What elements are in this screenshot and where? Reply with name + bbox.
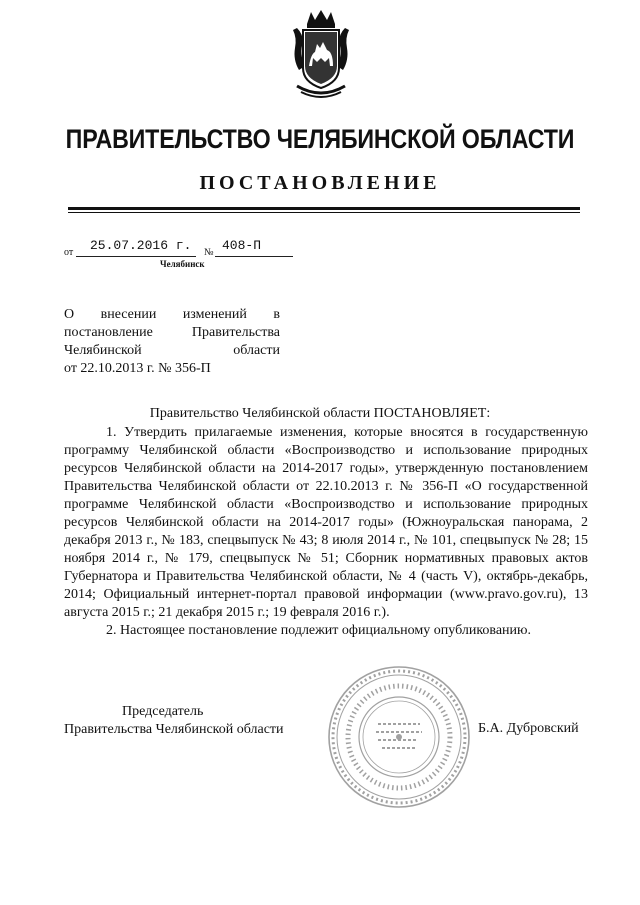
subject-line: постановление Правительства: [64, 325, 280, 340]
city: Челябинск: [160, 259, 205, 269]
preamble: Правительство Челябинской области ПОСТАНОВЛЯЕТ:: [149, 406, 491, 421]
resolution-item-2: 2. Настоящее постановление подлежит официальному опубликованию.: [106, 623, 531, 638]
date-underline: [76, 256, 196, 257]
document-type: ПОСТАНОВЛЕНИЕ: [199, 172, 441, 194]
header-divider: [68, 207, 580, 210]
resolution-body: [64, 424, 588, 640]
header-divider-thin: [68, 212, 580, 213]
document-subject: [64, 306, 280, 378]
signatory-position: Председатель Правительства Челябинской области: [64, 704, 284, 737]
subject-line: О внесении изменений в: [64, 307, 280, 322]
resolution-item-1: 1. Утвердить прилагаемые изменения, которые вносятся в государственную программу Челябинской области «Воспроизводство и использование природных ресурсов Челябинской области на 2014-2017 годы», утвержденную постановлением Правительства Челябинской области от 22.10.2013 г. № 356-П «О государственной программе Челябинской области «Воспроизводство и использование природных ресурсов Челябинской области на 2014-2017 годы» (Южноуральская панорама, 2 декабря 2013 г., № 183, спецвыпуск № 43; 8 июля 2014 г., № 101, спецвыпуск № 28; 15 ноября 2014 г., № 179, спецвыпуск № 51; Сборник нормативных правовых актов Губернатора и Правительства Челябинской области, № 4 (часть V), октябрь-декабрь, 2014; Официальный интернет-портал правовой информации (www.pravo.gov.ru), 13 августа 2015 г.; 21 декабря 2015 г.; 19 февраля 2016 г.).: [64, 425, 588, 620]
signatory-name: Б.А. Дубровский: [478, 721, 579, 736]
number-label: №: [204, 247, 214, 258]
document-number: 408-П: [222, 238, 262, 253]
subject-line: Челябинской области: [64, 343, 280, 358]
date-label: от: [64, 247, 74, 258]
government-title: ПРАВИТЕЛЬСТВО ЧЕЛЯБИНСКОЙ ОБЛАСТИ: [65, 124, 575, 154]
number-underline: [215, 256, 293, 257]
chelyabinsk-coat-of-arms-icon: [287, 8, 355, 100]
official-round-seal-icon: [326, 664, 472, 810]
document-date: 25.07.2016 г.: [90, 238, 192, 253]
subject-line: от 22.10.2013 г. № 356-П: [64, 361, 211, 376]
